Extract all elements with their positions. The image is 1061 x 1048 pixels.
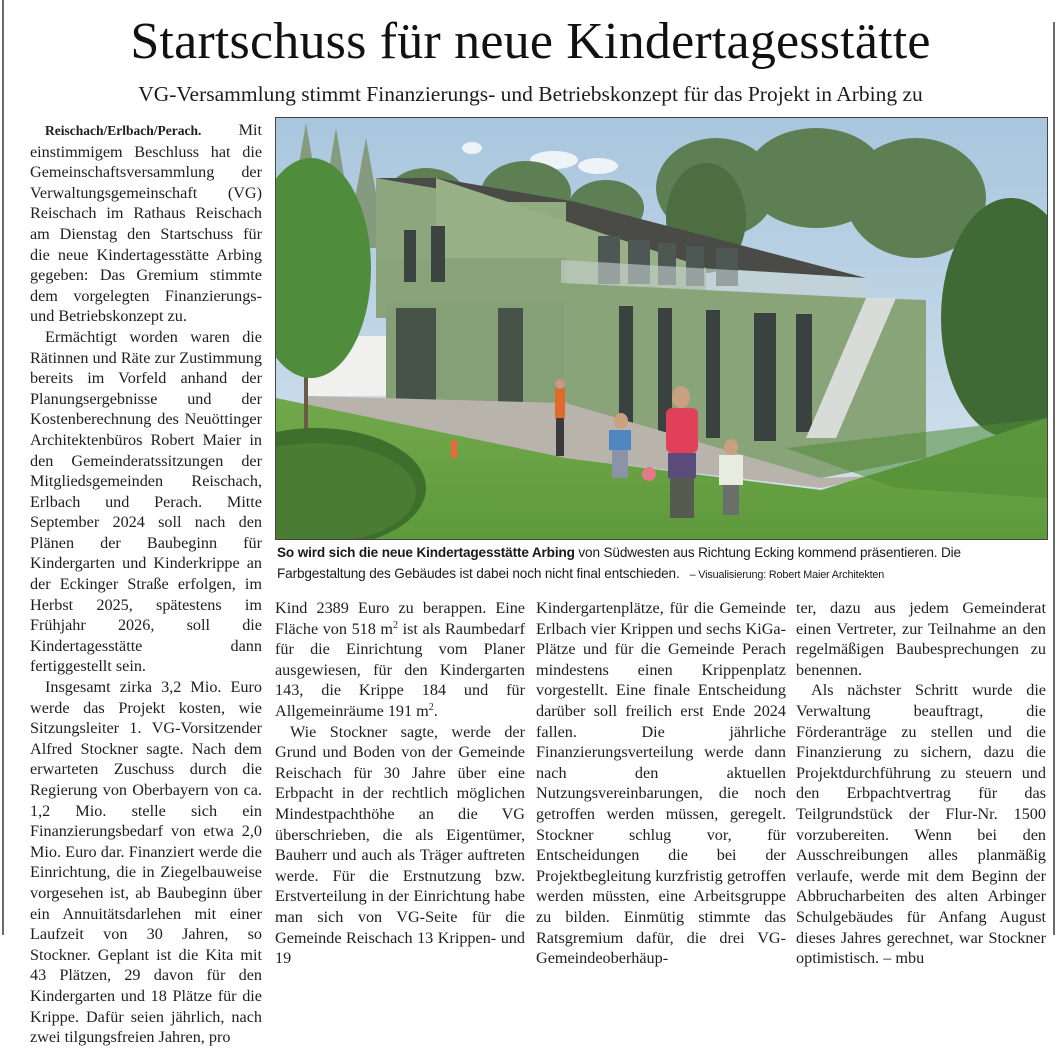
caption-text: von Südwesten aus Richtung Ecking kommend präsentieren. Die Farbgestaltung des Gebäudes ist dabei noch nicht final entschieden.: [277, 545, 961, 581]
paragraph: Ermächtigt worden waren die Rätinnen und Räte zur Zustimmung bereits im Vorfeld anhand der Planungsergebnisse und der Kostenberechnung des Neuöttinger Architektenbüros Robert Maier in den Gemeinderatssitzungen der Mitgliedsgemeinden Reischach, Erlbach und Perach. Mitte September 2024 soll nach den Plänen der Baubeginn für Kindergarten und Kinderkrippe an der Eckinger Straße erfolgen, im Herbst 2025, spätestens im Frühjahr 2026, soll die Kindertagesstätte dann fertiggestellt sein.: [30, 327, 262, 676]
paragraph-text: Kind 2389 Euro zu berappen. Eine Fläche von 518 m: [275, 599, 525, 638]
article-column-2: [275, 598, 525, 969]
dateline: Reischach/Erlbach/Perach.: [45, 123, 202, 138]
paragraph-text: ist als Raumbedarf für die Einrichtung vom Planer ausgewiesen, für den Kindergarten 143, die Krippe 184 und für Allgemeinräume 191 m: [275, 619, 525, 720]
paragraph-text: .: [433, 701, 438, 720]
article-column-3: [536, 598, 786, 969]
paragraph: Als nächster Schritt wurde die Verwaltung beauftragt, die Förderanträge zu stellen und die Finanzierung zu sichern, dazu die Projektdurchführung zu steuern und den Erbpachtvertrag für das Teilgrundstück der Flur-Nr. 1500 vorzubereiten. Wenn bei den Ausschreibungen alles planmäßig verlaufe, werde mit dem Beginn der Abbrucharbeiten des alten Arbinger Schulgebäudes für Anfang August dieses Jahres gerechnet, war Stockner optimistisch. – mbu: [796, 681, 1046, 968]
photo-credit: – Visualisierung: Robert Maier Architekten: [689, 569, 885, 581]
page-border-right: [1053, 22, 1055, 935]
article-photo: [275, 117, 1048, 540]
paragraph: Wie Stockner sagte, werde der Grund und Boden von der Gemeinde Reischach für 30 Jahre über eine Erbpacht in der rechtlich möglichen Mindestpachthöhe an die VG überschrieben, die als Eigentümer, Bauherr und auch als Träger auftreten werde. Für die Erstnutzung bzw. Erstverteilung in der Einrichtung habe man sich von VG-Seite für die Gemeinde Reischach 13 Krippen- und 19: [275, 722, 525, 968]
paragraph: [275, 598, 525, 722]
paragraph: Kindergartenplätze, für die Gemeinde Erlbach vier Krippen und sechs KiGa-Plätze und für die Gemeinde Perach mindestens einen Krippenplatz vorgestellt. Eine finale Entscheidung darüber soll freilich erst Ende 2024 fallen. Die jährliche Finanzierungsverteilung werde dann nach den aktuellen Nutzungsvereinbarungen, die noch getroffen werden müssen, geregelt. Stockner schlug vor, für Entscheidungen die bei der Projektbegleitung kurzfristig getroffen werden müssten, eine Arbeitsgruppe zu bilden. Einmütig stimmte das Ratsgremium dafür, die drei VG-Gemeindeoberhäup-: [536, 599, 786, 968]
paragraph-text: Mit einstimmigem Beschluss hat die Gemeinschaftsversammlung der Verwaltungsgemeinschaft (VG) Reischach im Rathaus Reischach am Dienstag den Startschuss für die neue Kindertagesstätte Arbing gegeben: Das Gremium stimmte dem vorgelegten Finanzierungs- und Betriebskonzept zu.: [30, 121, 262, 326]
headline: Startschuss für neue Kindertagesstätte: [130, 13, 931, 70]
paragraph: ter, dazu aus jedem Gemeinderat einen Vertreter, zur Teilnahme an den regelmäßigen Baubesprechungen zu benennen.: [796, 599, 1046, 679]
article-column-4: [796, 598, 1046, 969]
kita-visualization-image: [276, 118, 1047, 539]
page-border-left: [2, 0, 4, 935]
paragraph: Insgesamt zirka 3,2 Mio. Euro werde das Projekt kosten, wie Sitzungsleiter 1. VG-Vorsitzender Alfred Stockner sagte. Nach dem erwarteten Zuschuss durch die Regierung von Oberbayern von ca. 1,2 Mio. stelle sich ein Finanzierungsbedarf von etwa 2,0 Mio. Euro dar. Finanziert werde die Einrichtung, die in Ziegelbauweise vorgesehen ist, ab Baubeginn über ein Annuitätsdarlehen mit einer Laufzeit von 30 Jahren, so Stockner. Geplant ist die Kita mit 43 Plätzen, 29 davon für den Kindergarten und 18 Plätze für die Krippe. Dafür seien jährlich, nach zwei tilgungsfreien Jahren, pro: [30, 678, 262, 1047]
caption-lead: So wird sich die neue Kindertagesstätte Arbing: [277, 545, 575, 560]
superscript: 2: [428, 701, 434, 713]
article-column-1: [30, 120, 262, 1048]
lead-paragraph: [30, 120, 262, 327]
photo-caption: [277, 542, 1049, 586]
superscript: 2: [393, 619, 399, 631]
subheadline: VG-Versammlung stimmt Finanzierungs- und Betriebskonzept für das Projekt in Arbing zu: [138, 82, 923, 106]
